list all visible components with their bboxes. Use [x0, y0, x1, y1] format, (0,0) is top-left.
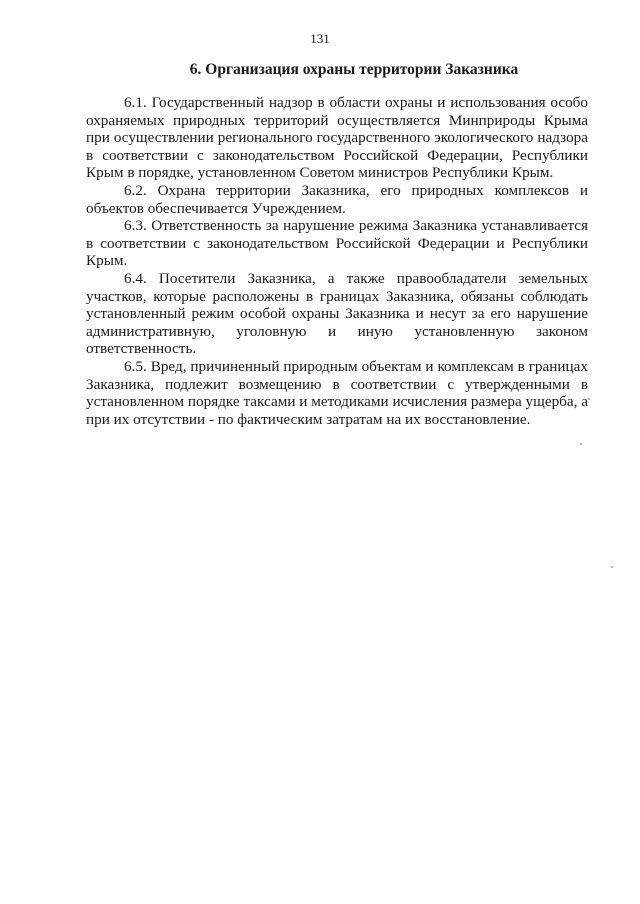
page-number: 131 [310, 31, 330, 46]
paragraph-6-5: 6.5. Вред, причиненный природным объектам и комплексам в границах Заказника, подлежит возмещению в соответствии с утвержденными в установленном порядке таксами и методиками исчисления размера ущерба, а при их отсутствии - по фактическим затратам на их восстановление. [86, 357, 588, 428]
paragraph-6-2: 6.2. Охрана территории Заказника, его природных комплексов и объектов обеспечивается Учреждением. [86, 181, 588, 217]
scan-speck [588, 398, 590, 400]
scan-speck [611, 566, 613, 568]
document-body [86, 94, 588, 428]
scan-speck [580, 443, 582, 445]
section-title: 6. Организация охраны территории Заказника [189, 61, 519, 78]
paragraph-6-4: 6.4. Посетители Заказника, а также правообладатели земельных участков, которые расположены в границах Заказника, обязаны соблюдать установленный режим особой охраны Заказника и несут за его нарушение административную, уголовную и иную установленную законом ответственность. [86, 269, 588, 358]
paragraph-6-1: 6.1. Государственный надзор в области охраны и использования особо охраняемых природных территорий осуществляется Минприроды Крыма при осуществлении регионального государственного экологического надзора в соответствии с законодательством Российской Федерации, Республики Крым в порядке, установленном Советом министров Республики Крым. [86, 94, 588, 182]
paragraph-6-3: 6.3. Ответственность за нарушение режима Заказника устанавливается в соответствии с законодательством Российской Федерации и Республики Крым. [86, 217, 588, 270]
